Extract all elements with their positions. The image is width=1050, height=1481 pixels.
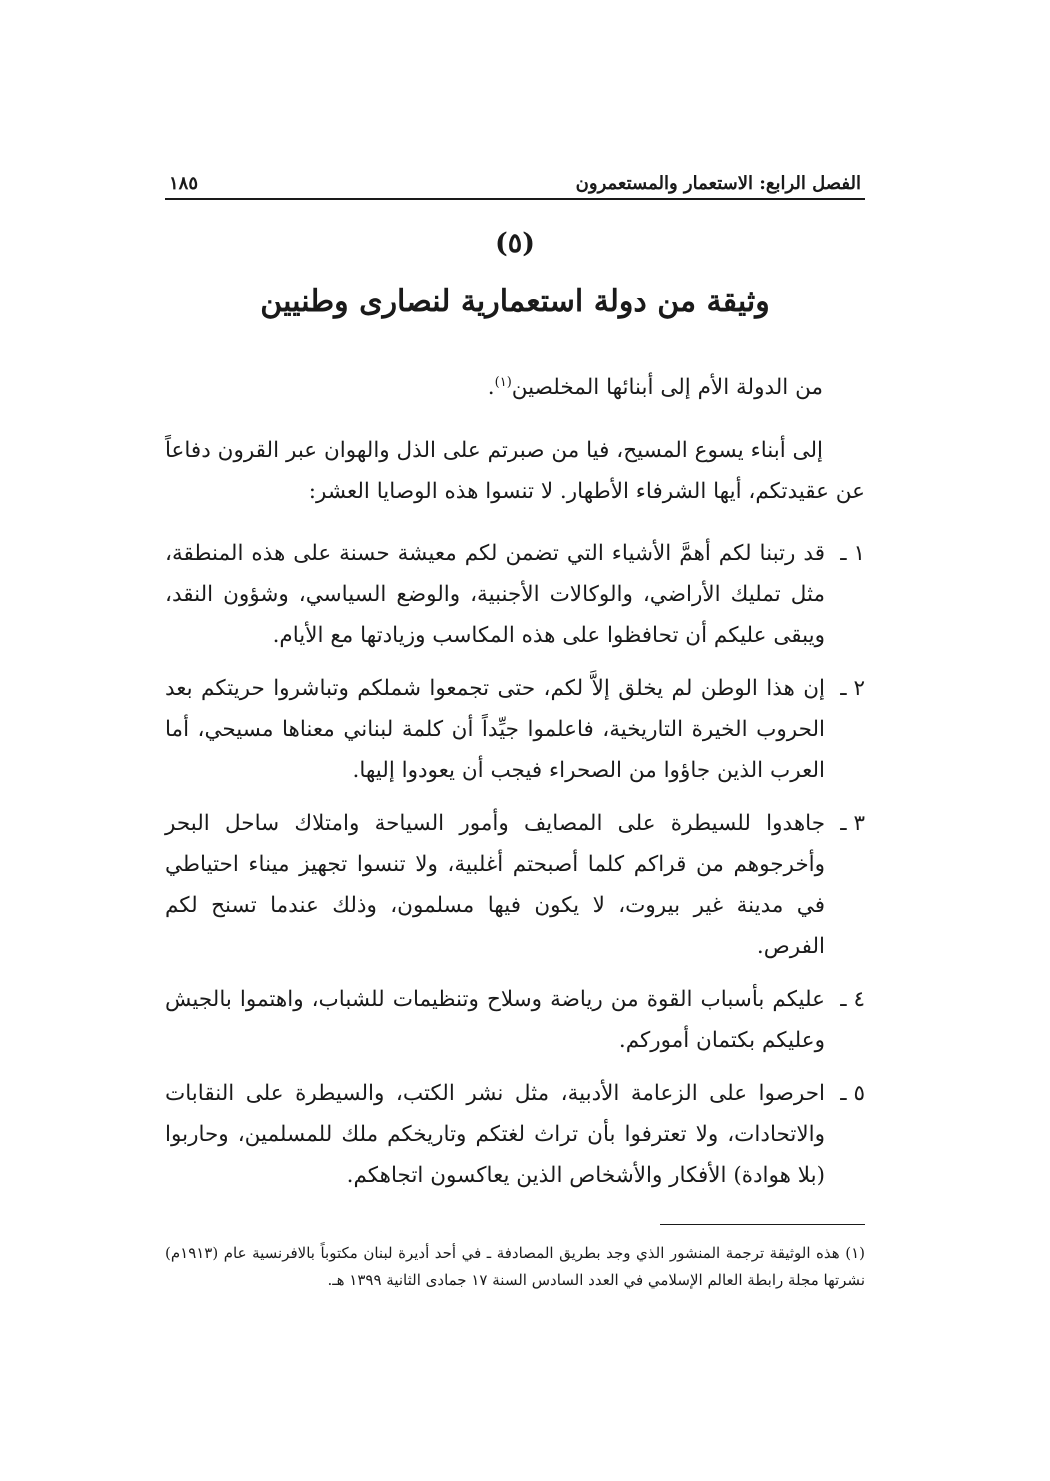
list-item xyxy=(165,803,865,967)
document-number: (٥) xyxy=(494,228,536,259)
page-number: ١٨٥ xyxy=(169,173,199,194)
document-title: وثيقة من دولة استعمارية لنصارى وطنيين xyxy=(260,284,770,319)
list-item xyxy=(165,979,865,1061)
list-item-text: إن هذا الوطن لم يخلق إلاَّ لكم، حتى تجمعوا شملكم وتباشروا حريتكم بعد الحروب الخيرة التاريخية، فاعلموا جيِّداً أن كلمة لبناني معناها مسيحي، أما العرب الذين جاؤوا من الصحراء فيجب أن يعودوا إليها. xyxy=(165,676,825,784)
commandments-list xyxy=(165,533,865,1196)
list-item-number: ٥ ـ xyxy=(840,1081,865,1107)
list-item-text: احرصوا على الزعامة الأدبية، مثل نشر الكتب، والسيطرة على النقابات والاتحادات، ولا تعترفوا بأن تراث لغتكم وتاريخكم ملك للمسلمين، وحاربوا (بلا هوادة) الأفكار والأشخاص الذين يعاكسون اتجاهكم. xyxy=(165,1081,825,1189)
list-item-number: ٢ ـ xyxy=(840,676,865,702)
footnote-marker: (١) xyxy=(845,1244,865,1263)
list-item-text: قد رتبنا لكم أهمَّ الأشياء التي تضمن لكم معيشة حسنة على هذه المنطقة، مثل تمليك الأراضي، والوكالات الأجنبية، والوضع السياسي، وشؤون النقد، ويبقى عليكم أن تحافظوا على هذه المكاسب وزيادتها مع الأيام. xyxy=(165,541,825,649)
list-item-number: ١ ـ xyxy=(840,541,865,567)
intro-paragraph: إلى أبناء يسوع المسيح، فيا من صبرتم على الذل والهوان عبر القرون دفاعاً عن عقيدتكم، أيها الشرفاء الأطهار. لا تنسوا هذه الوصايا العشر: xyxy=(165,437,865,504)
opening-line xyxy=(165,362,865,408)
header-rule xyxy=(165,198,865,200)
list-item xyxy=(165,1073,865,1196)
chapter-title: الفصل الرابع: الاستعمار والمستعمرون xyxy=(575,173,861,194)
list-item-text: جاهدوا للسيطرة على المصايف وأمور السياحة وامتلاك ساحل البحر وأخرجوهم من قراكم كلما أصبحتم أغلبية، ولا تنسوا تجهيز ميناء احتياطي في مدينة غير بيروت، لا يكون فيها مسلمون، وذلك عندما تسنح لكم الفرص. xyxy=(165,811,825,960)
opening-text: من الدولة الأم إلى أبنائها المخلصين xyxy=(511,375,823,401)
list-item xyxy=(165,668,865,791)
book-page xyxy=(165,160,865,1309)
running-header xyxy=(165,160,865,194)
footnote-reference: (١) xyxy=(494,375,512,390)
opening-end: . xyxy=(487,375,495,401)
footnote xyxy=(165,1240,865,1294)
footnote-rule xyxy=(660,1224,865,1225)
list-item-number: ٣ ـ xyxy=(840,811,865,837)
list-item-text: عليكم بأسباب القوة من رياضة وسلاح وتنظيمات للشباب، واهتموا بالجيش وعليكم بكتمان أموركم. xyxy=(165,987,825,1054)
footnote-text: هذه الوثيقة ترجمة المنشور الذي وجد بطريق المصادفة ـ في أحد أديرة لبنان مكتوباً بالافرنسية عام (١٩١٣م) نشرتها مجلة رابطة العالم الإسلامي في العدد السادس السنة ١٧ جمادى الثانية ١٣٩٩ هـ. xyxy=(165,1244,865,1290)
list-item xyxy=(165,533,865,656)
list-item-number: ٤ ـ xyxy=(840,987,865,1013)
